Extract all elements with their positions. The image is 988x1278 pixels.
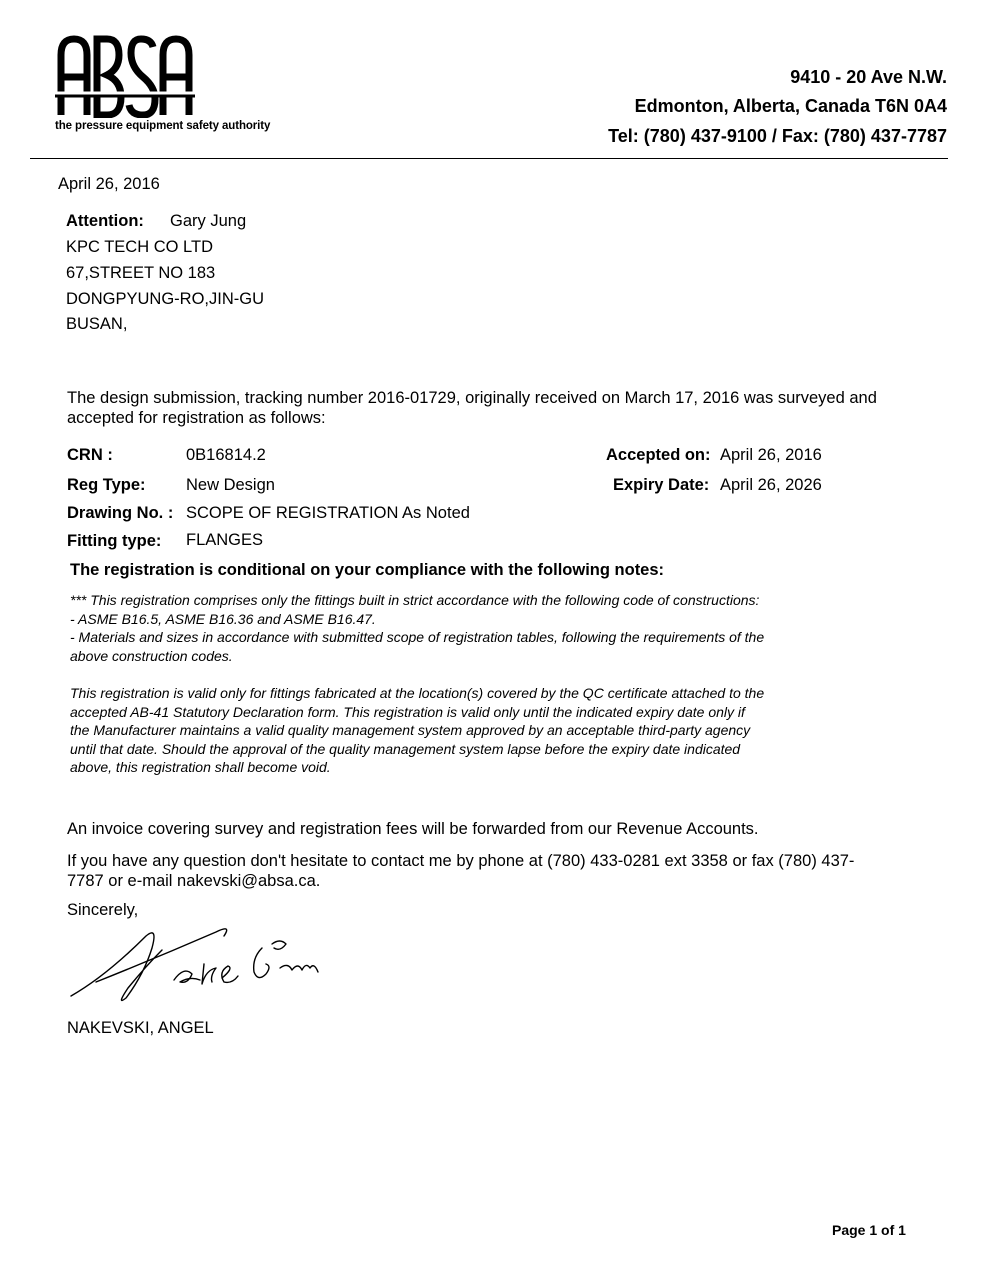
signature-image (66, 918, 331, 1003)
reg-type-label: Reg Type: (67, 476, 146, 494)
recipient-city: BUSAN, (66, 315, 128, 333)
address-street: 9410 - 20 Ave N.W. (790, 67, 947, 87)
accepted-label: Accepted on: (606, 446, 711, 464)
crn-value: 0B16814.2 (186, 446, 266, 464)
logo-tagline: the pressure equipment safety authority (55, 120, 271, 132)
drawing-value: SCOPE OF REGISTRATION As Noted (186, 504, 470, 522)
conditions-note-scope: *** This registration comprises only the fittings built in strict accordance with the following code of constructions: - ASME B16.5, ASME B16.36 and ASME B16.47. - Materials and sizes in accordance with submitted scope of registration tables, following the requirements of the above construction codes. (70, 592, 765, 664)
recipient-street: 67,STREET NO 183 (66, 264, 216, 282)
fitting-value: FLANGES (186, 531, 264, 549)
header-divider (30, 158, 948, 159)
letter-date: April 26, 2016 (58, 175, 160, 193)
reg-type-value: New Design (186, 476, 275, 494)
conditions-heading: The registration is conditional on your compliance with the following notes: (70, 561, 665, 579)
intro-paragraph: The design submission, tracking number 2016-01729, originally received on March 17, 2016 was surveyed and accepted for registration as follows: (67, 389, 877, 427)
address-contact: Tel: (780) 437-9100 / Fax: (780) 437-7787 (608, 126, 947, 146)
absa-logo-mark (55, 33, 195, 118)
crn-label: CRN : (67, 446, 113, 464)
fitting-label: Fitting type: (67, 532, 162, 550)
page-number: Page 1 of 1 (832, 1222, 906, 1238)
contact-paragraph: If you have any question don't hesitate to contact me by phone at (780) 433-0281 ext 3358 or fax (780) 437-7787 or e-mail nakevski@absa.ca. (67, 852, 855, 890)
expiry-label: Expiry Date: (613, 476, 710, 494)
drawing-label: Drawing No. : (67, 504, 174, 522)
expiry-value: April 26, 2026 (720, 476, 822, 494)
accepted-value: April 26, 2016 (720, 446, 822, 464)
invoice-paragraph: An invoice covering survey and registration fees will be forwarded from our Revenue Accounts. (67, 820, 759, 838)
signatory-name: NAKEVSKI, ANGEL (67, 1019, 214, 1037)
attention-label: Attention: (66, 212, 144, 230)
attention-name: Gary Jung (170, 212, 247, 230)
conditions-note-validity: This registration is valid only for fittings fabricated at the location(s) covered by the QC certificate attached to the accepted AB-41 Statutory Declaration form. This registration is valid only until the indicated expiry date only if the Manufacturer maintains a valid quality management system approved by an acceptable third-party agency until that date. Should the approval of the quality management system lapse before the expiry date indicated above, this registration shall become void. (70, 685, 765, 775)
recipient-district: DONGPYUNG-RO,JIN-GU (66, 290, 264, 308)
recipient-company: KPC TECH CO LTD (66, 238, 213, 256)
salutation: Sincerely, (67, 901, 139, 919)
absa-logo (55, 33, 270, 138)
address-city: Edmonton, Alberta, Canada T6N 0A4 (634, 96, 947, 116)
